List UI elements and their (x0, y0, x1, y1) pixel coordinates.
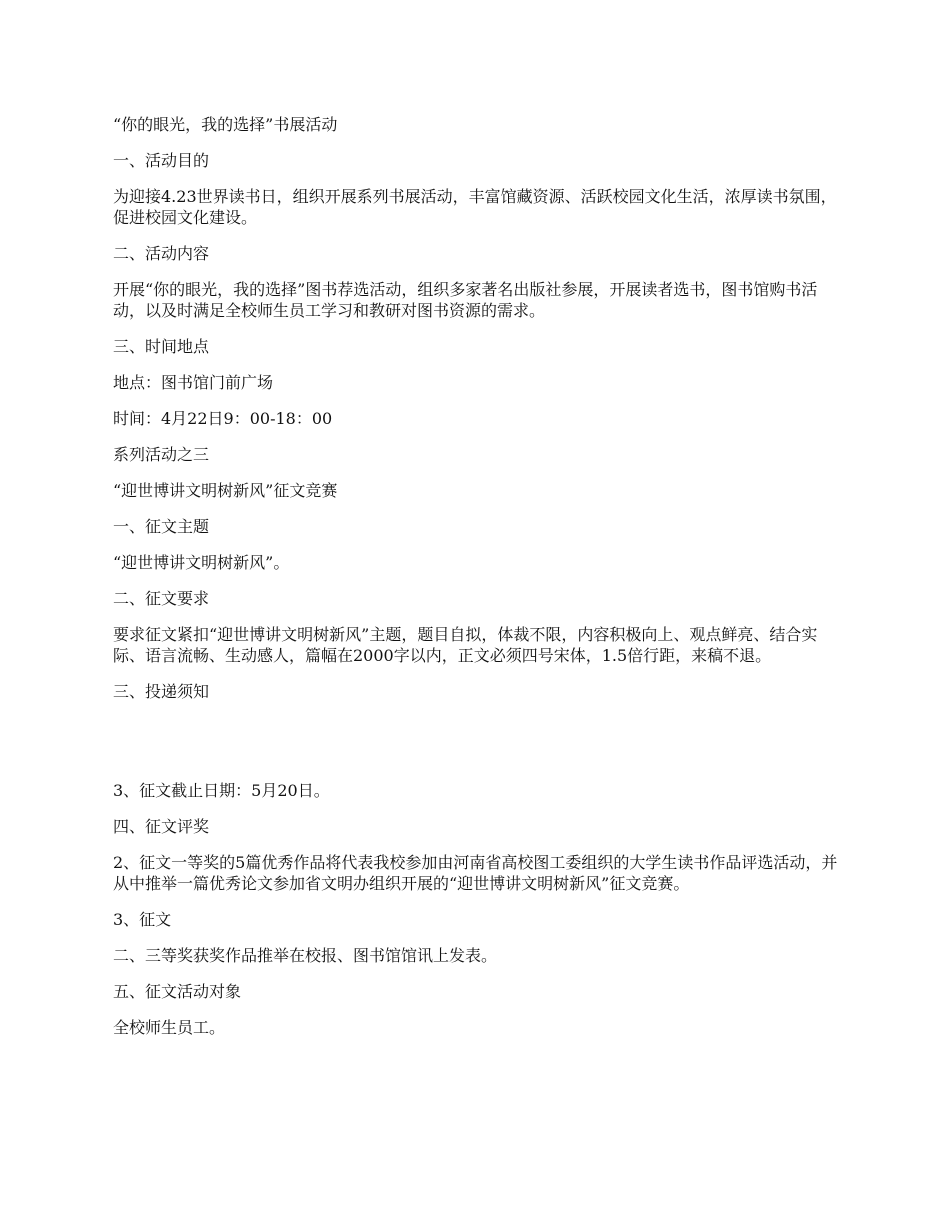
section-heading: 四、征文评奖 (113, 817, 210, 836)
paragraph: 二、三等奖获奖作品推举在校报、图书馆馆讯上发表。 (113, 946, 498, 965)
time-line: 时间：4月22日9：00-18：00 (113, 409, 333, 428)
paragraph: 3、征文截止日期：5月20日。 (113, 781, 330, 800)
paragraph: 开展“你的眼光，我的选择”图书荐选活动，组织多家著名出版社参展，开展读者选书，图书馆购书活动，以及时满足全校师生员工学习和教研对图书资源的需求。 (113, 280, 818, 320)
series-heading: 系列活动之三 (113, 445, 210, 464)
paragraph: 2、征文一等奖的5篇优秀作品将代表我校参加由河南省高校图工委组织的大学生读书作品评选活动，并从中推举一篇优秀论文参加省文明办组织开展的“迎世博讲文明树新风”征文竞赛。 (113, 853, 838, 893)
section-heading: 一、征文主题 (113, 517, 210, 536)
document-title: “你的眼光，我的选择”书展活动 (113, 115, 338, 134)
document-body (113, 114, 838, 1038)
paragraph: 全校师生员工。 (113, 1018, 226, 1037)
section-heading: 三、时间地点 (113, 337, 210, 356)
location-line: 地点：图书馆门前广场 (113, 373, 274, 392)
paragraph: 3、征文 (113, 910, 172, 929)
paragraph: 为迎接4.23世界读书日，组织开展系列书展活动，丰富馆藏资源、活跃校园文化生活，浓厚读书氛围，促进校园文化建设。 (113, 187, 837, 227)
paragraph: 要求征文紧扣“迎世博讲文明树新风”主题，题目自拟，体裁不限，内容积极向上、观点鲜亮、结合实际、语言流畅、生动感人，篇幅在2000字以内，正文必须四号宋体，1.5倍行距，来稿不退。 (113, 625, 818, 665)
contest-title: “迎世博讲文明树新风”征文竞赛 (113, 481, 338, 500)
section-heading: 一、活动目的 (113, 151, 210, 170)
section-heading: 二、征文要求 (113, 589, 210, 608)
section-heading: 三、投递须知 (113, 682, 210, 701)
section-heading: 二、活动内容 (113, 244, 210, 263)
paragraph: “迎世博讲文明树新风”。 (113, 553, 290, 572)
section-heading: 五、征文活动对象 (113, 982, 242, 1001)
